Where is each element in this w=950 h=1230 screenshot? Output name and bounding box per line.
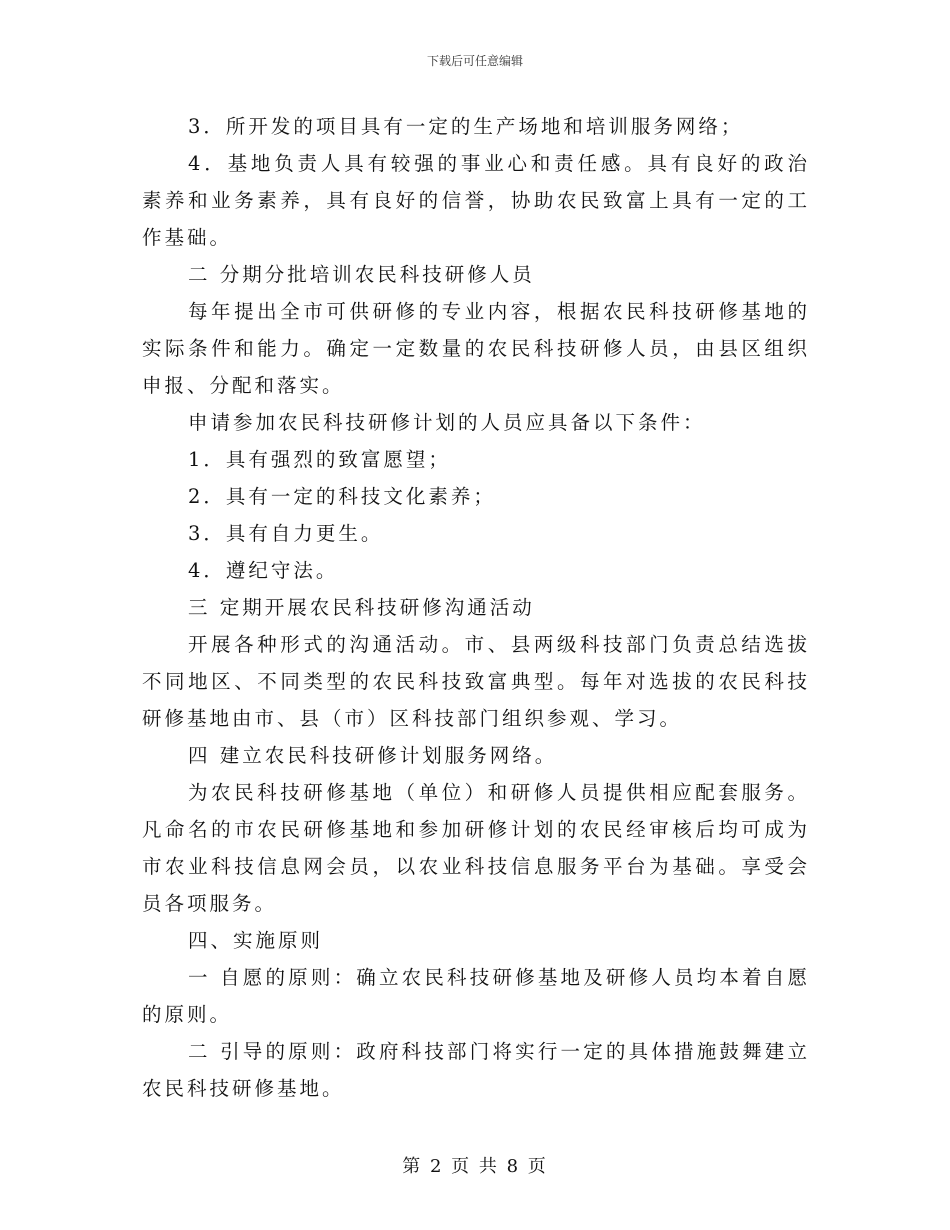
paragraph: 申请参加农民科技研修计划的人员应具备以下条件：	[188, 411, 706, 434]
paragraph-item-3: 3．所开发的项目具有一定的生产场地和培训服务网络；	[188, 115, 744, 138]
document-body	[142, 108, 810, 1107]
paragraph: 为农民科技研修基地（单位）和研修人员提供相应配套服务。凡命名的市农民研修基地和参加研修计划的农民经审核后均可成为市农业科技信息网会员，以农业科技信息服务平台为基础。享受会员各项服务。	[142, 781, 810, 915]
paragraph: 一 自愿的原则：确立农民科技研修基地及研修人员均本着自愿的原则。	[142, 966, 810, 1026]
section-heading-3: 三 定期开展农民科技研修沟通活动	[188, 596, 535, 619]
page-number: 第 2 页 共 8 页	[402, 1156, 548, 1177]
list-item: 4．遵纪守法。	[188, 559, 339, 582]
list-item: 2．具有一定的科技文化素养；	[188, 485, 496, 508]
section-heading-4: 四 建立农民科技研修计划服务网络。	[188, 744, 558, 767]
section-heading-principles: 四、实施原则	[188, 929, 324, 952]
list-item: 1．具有强烈的致富愿望；	[188, 448, 451, 471]
paragraph: 开展各种形式的沟通活动。市、县两级科技部门负责总结选拔不同地区、不同类型的农民科技致富典型。每年对选拔的农民科技研修基地由市、县（市）区科技部门组织参观、学习。	[142, 633, 810, 730]
paragraph-item-4: 4．基地负责人具有较强的事业心和责任感。具有良好的政治素养和业务素养，具有良好的信誉，协助农民致富上具有一定的工作基础。	[142, 152, 810, 249]
page-header: 下载后可任意编辑	[426, 54, 523, 68]
list-item: 3．具有自力更生。	[188, 522, 384, 545]
section-heading-2: 二 分期分批培训农民科技研修人员	[188, 263, 535, 286]
paragraph: 二 引导的原则：政府科技部门将实行一定的具体措施鼓舞建立农民科技研修基地。	[142, 1040, 810, 1100]
paragraph: 每年提出全市可供研修的专业内容，根据农民科技研修基地的实际条件和能力。确定一定数量的农民科技研修人员，由县区组织申报、分配和落实。	[142, 300, 810, 397]
